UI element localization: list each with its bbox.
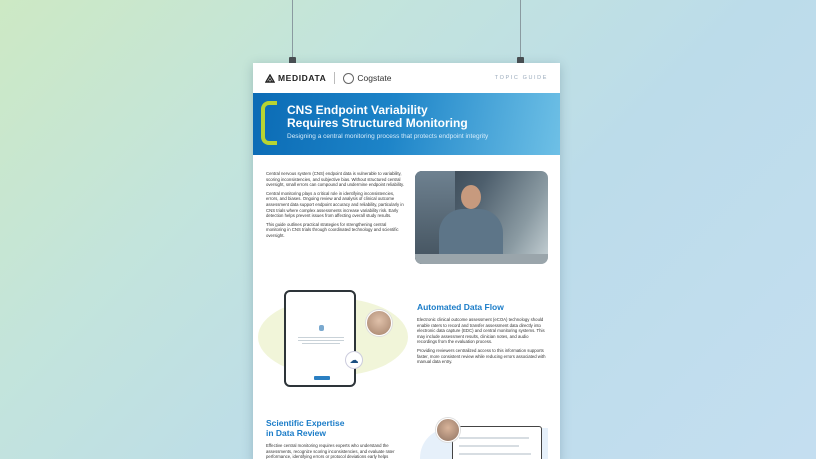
- intro-paragraph-2: Central monitoring plays a critical role in identifying inconsistencies, errors, and biases. Ongoing review and analysis of clinical outcome assessment data support endpoint accuracy and reliability, particularly in CNS trials where complex assessments increase variability risk. Early detection helps prevent issues from affecting overall study results.: [266, 190, 404, 219]
- banner-title-line1: CNS Endpoint Variability: [287, 103, 428, 117]
- automated-paragraph-2: Providing reviewers centralized access to this information supports faster, more consistent review while reducing errors associated with manual data entry.: [416, 347, 546, 365]
- expertise-heading: [266, 418, 400, 438]
- reviewer-photo: [415, 171, 548, 264]
- cogstate-logo-icon: [343, 73, 354, 84]
- tablet-device: [284, 290, 356, 387]
- banner-title-line2: Requires Structured Monitoring: [287, 116, 468, 130]
- banner-accent-shape: [261, 101, 277, 145]
- dashboard-row: [459, 437, 529, 439]
- automated-data-flow-section: [253, 264, 560, 400]
- tablet-app-icon: [319, 325, 324, 331]
- title-banner: [253, 93, 560, 155]
- dashboard-row: [459, 445, 519, 447]
- automated-text: [417, 290, 548, 400]
- dashboard-screen: [452, 426, 542, 459]
- expertise-text: [266, 418, 400, 459]
- cogstate-logo: [343, 73, 391, 84]
- intro-paragraph-3: This guide outlines practical strategies for strengthening central monitoring in CNS trials through coordinated technology and scientific oversight.: [266, 221, 399, 238]
- tablet-text-line: [302, 343, 340, 344]
- poster: [253, 63, 560, 459]
- intro-section: [253, 155, 560, 264]
- cloud-icon: ☁: [346, 352, 362, 368]
- cogstate-wordmark: Cogstate: [357, 73, 392, 83]
- medidata-logo-icon: [265, 74, 275, 83]
- medidata-logo: [265, 73, 326, 83]
- tablet-text-line: [298, 340, 344, 341]
- photo-desk: [415, 254, 548, 264]
- hanging-wire-left: [292, 0, 293, 60]
- dashboard-row: [459, 453, 531, 455]
- expertise-heading-line1: Scientific Expertise: [266, 418, 345, 428]
- expertise-paragraph-1: Effective central monitoring requires experts who understand the assessments, recognize scoring inconsistencies, and evaluate rater performance, identifying errors or protocol deviations early helps: [266, 443, 395, 459]
- logo-divider: [334, 72, 335, 84]
- tablet-button: [314, 376, 330, 380]
- clinician-avatar: [366, 310, 392, 336]
- poster-header: [253, 63, 560, 93]
- document-type-label: TOPIC GUIDE: [494, 75, 548, 81]
- hanging-wire-right: [520, 0, 521, 60]
- intro-text: [266, 171, 407, 264]
- tablet-illustration: [266, 290, 405, 400]
- automated-heading: Automated Data Flow: [416, 302, 504, 312]
- tablet-text-line: [298, 337, 344, 338]
- expertise-section: [253, 400, 560, 459]
- reviewer-avatar: [436, 418, 460, 442]
- medidata-wordmark: MEDIDATA: [278, 73, 327, 83]
- expertise-heading-line2: in Data Review: [266, 428, 326, 438]
- banner-subtitle: Designing a central monitoring process that protects endpoint integrity: [287, 133, 489, 140]
- intro-paragraph-1: Central nervous system (CNS) endpoint data is vulnerable to variability, scoring inconsistencies, and subjective bias. Without structured central oversight, small errors can compound and undermine endpoint reliability.: [266, 171, 404, 188]
- dashboard-illustration: [410, 418, 548, 459]
- automated-paragraph-1: Electronic clinical outcome assessment (eCOA) technology should enable raters to record and transfer assessment data directly into electronic data capture (EDC) and central monitoring systems. This may include assessment results, clinician notes, and audio recordings from the evaluation process.: [416, 317, 545, 345]
- photo-person-head: [461, 185, 481, 209]
